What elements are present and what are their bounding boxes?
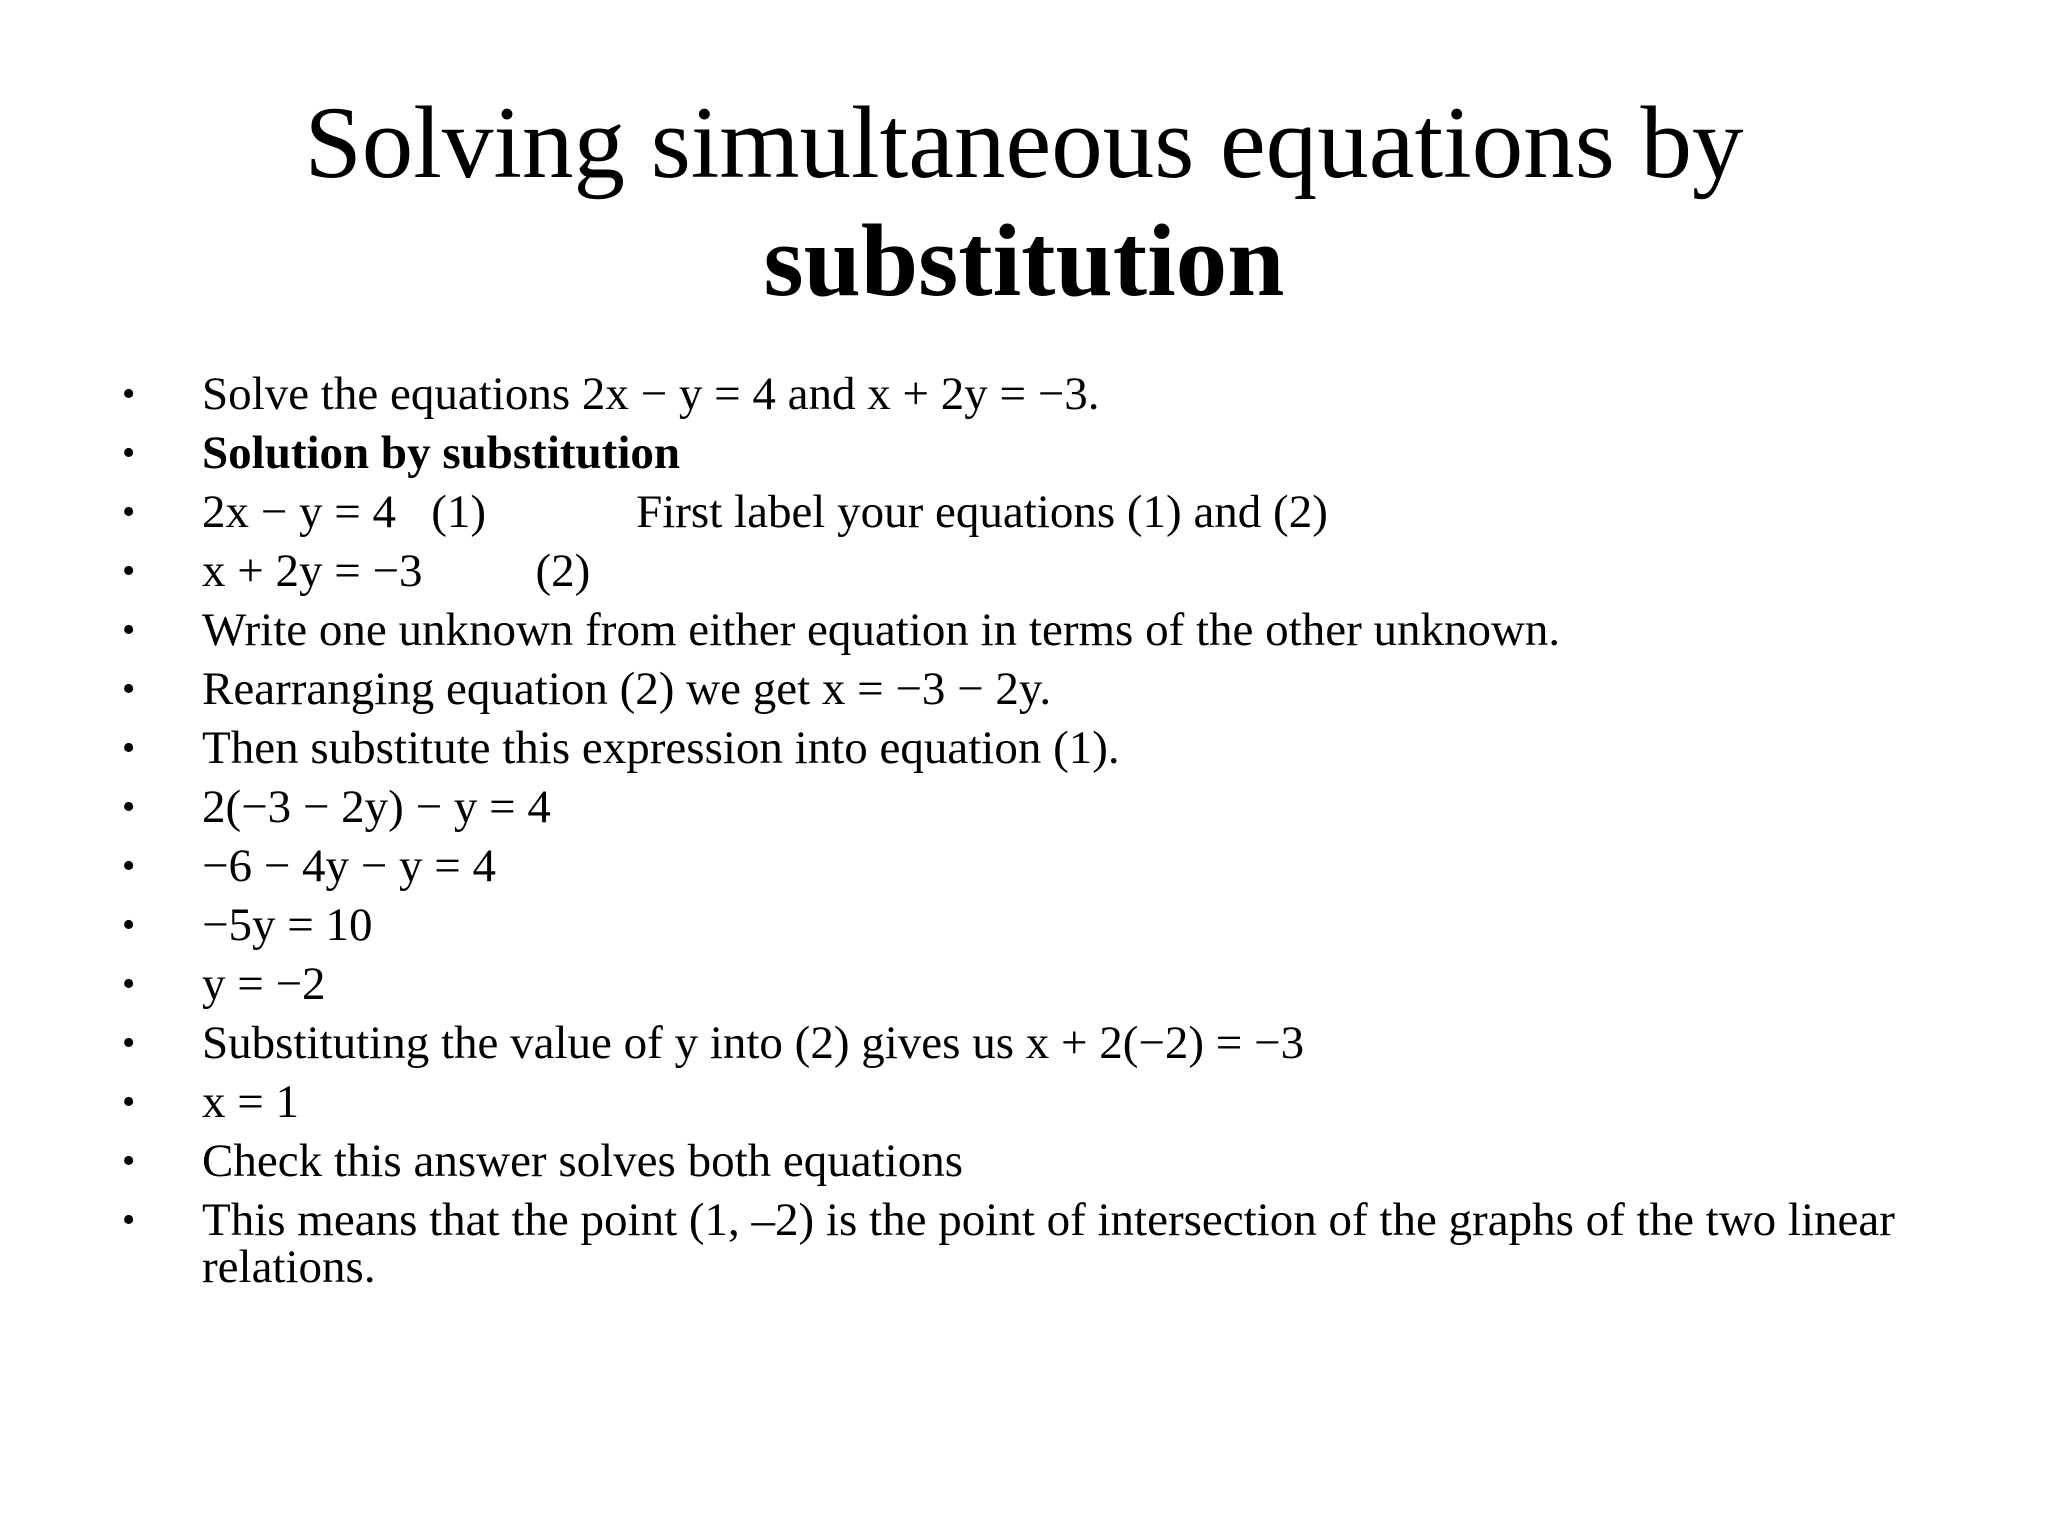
bullet-text: This means that the point (1, –2) is the point of intersection of the graphs of the two linear relations.: [202, 1194, 1895, 1293]
bullet-text: y = −2: [202, 958, 326, 1010]
bullet-list: [0, 367, 2048, 1291]
bullet-text: Check this answer solves both equations: [202, 1135, 964, 1187]
bullet-text: −5y = 10: [202, 899, 373, 951]
slide-title: [0, 84, 2048, 320]
list-item: [0, 603, 2048, 662]
title-line-2: substitution: [763, 204, 1285, 318]
bullet-icon: •: [122, 845, 136, 887]
list-item: [0, 544, 2048, 603]
bullet-text: Substituting the value of y into (2) gives us x + 2(−2) = −3: [202, 1017, 1305, 1069]
list-item: [0, 1134, 2048, 1193]
list-item: [0, 662, 2048, 721]
list-item: [0, 367, 2048, 426]
list-item: [0, 1075, 2048, 1134]
bullet-icon: •: [122, 609, 136, 651]
bullet-icon: •: [122, 963, 136, 1005]
equation-2-label: (2): [535, 545, 591, 597]
bullet-text: −6 − 4y − y = 4: [202, 840, 497, 892]
bullet-icon: •: [122, 373, 136, 415]
list-item: [0, 1016, 2048, 1075]
bullet-text: Solve the equations 2x − y = 4 and x + 2y = −3.: [202, 368, 1100, 420]
bullet-icon: •: [122, 668, 136, 710]
title-line-1: Solving simultaneous equations by: [304, 86, 1744, 200]
bullet-icon: •: [122, 491, 136, 533]
equation-1-label: (1): [431, 486, 487, 538]
bullet-text: Write one unknown from either equation in terms of the other unknown.: [202, 604, 1561, 656]
bullet-text: Then substitute this expression into equation (1).: [202, 722, 1120, 774]
bullet-icon: •: [122, 727, 136, 769]
list-item: [0, 898, 2048, 957]
bullet-text: Solution by substitution: [202, 427, 681, 479]
list-item: [0, 839, 2048, 898]
bullet-icon: •: [122, 904, 136, 946]
bullet-icon: •: [122, 1140, 136, 1182]
bullet-icon: •: [122, 1199, 136, 1241]
bullet-icon: •: [122, 432, 136, 474]
list-item: [0, 721, 2048, 780]
bullet-icon: •: [122, 550, 136, 592]
bullet-text: x = 1: [202, 1076, 300, 1128]
bullet-text: Rearranging equation (2) we get x = −3 − 2y.: [202, 663, 1052, 715]
bullet-icon: •: [122, 786, 136, 828]
list-item: [0, 426, 2048, 485]
equation-1: 2x − y = 4: [202, 486, 397, 538]
list-item: [0, 485, 2048, 544]
equation-note: First label your equations (1) and (2): [636, 486, 1328, 538]
bullet-icon: •: [122, 1022, 136, 1064]
list-item: [0, 1193, 2048, 1291]
list-item: [0, 957, 2048, 1016]
bullet-icon: •: [122, 1081, 136, 1123]
equation-2: x + 2y = −3: [202, 545, 423, 597]
bullet-text: 2(−3 − 2y) − y = 4: [202, 781, 551, 833]
list-item: [0, 780, 2048, 839]
